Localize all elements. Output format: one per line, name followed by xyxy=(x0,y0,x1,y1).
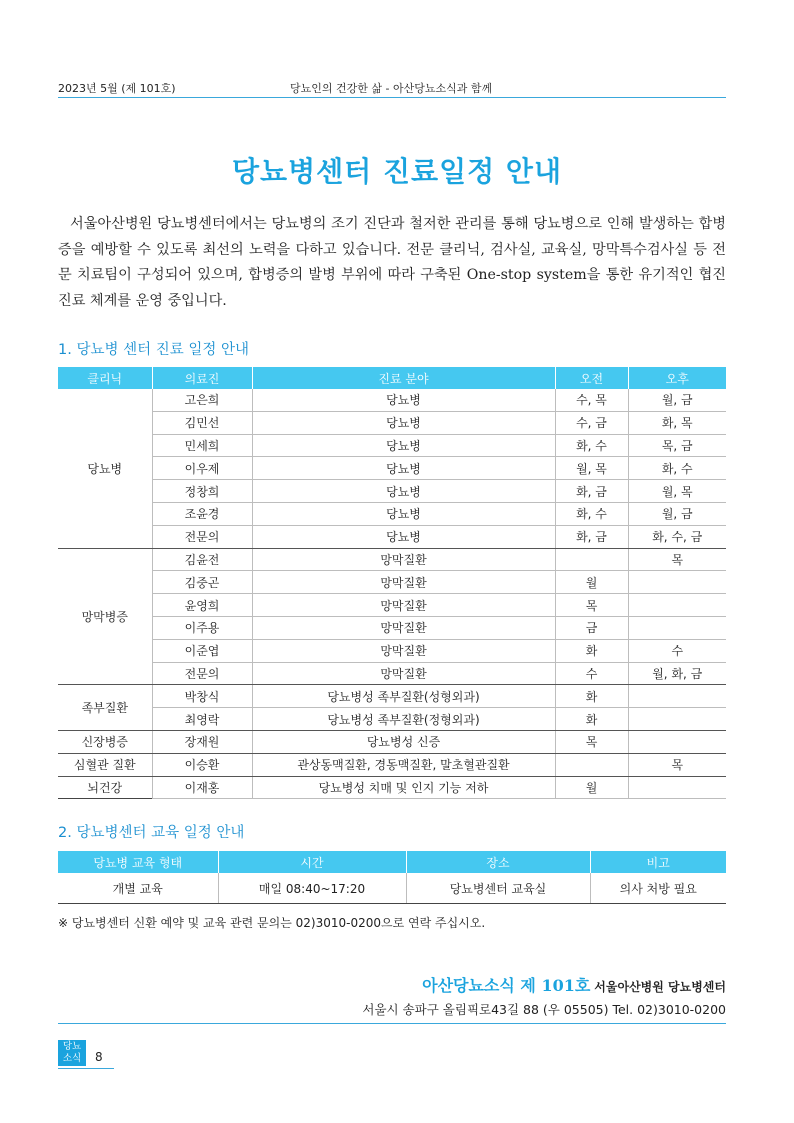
clinic-cell: 심혈관 질환 xyxy=(58,753,152,776)
am-cell: 화, 수 xyxy=(555,434,628,457)
field-cell: 당뇨병 xyxy=(252,502,555,525)
am-cell: 월 xyxy=(555,776,628,799)
am-cell: 수, 목 xyxy=(555,389,628,411)
footer-divider xyxy=(58,1023,726,1024)
issue-label: 2023년 5월 (제 101호) xyxy=(58,82,176,95)
am-cell: 화 xyxy=(555,708,628,731)
am-cell xyxy=(555,548,628,571)
pm-cell xyxy=(628,685,726,708)
pm-cell xyxy=(628,776,726,799)
pm-cell xyxy=(628,571,726,594)
am-cell: 화 xyxy=(555,685,628,708)
clinic-cell: 족부질환 xyxy=(58,685,152,731)
field-cell: 망막질환 xyxy=(252,548,555,571)
table-row xyxy=(58,753,726,776)
organization-name: 서울아산병원 당뇨병센터 xyxy=(594,980,726,994)
pm-cell xyxy=(628,730,726,753)
column-header: 당뇨병 교육 형태 xyxy=(58,851,218,873)
am-cell: 월 xyxy=(555,571,628,594)
table-row xyxy=(58,616,726,639)
section1-title: 1. 당뇨병 센터 진료 일정 안내 xyxy=(58,342,249,358)
table-row xyxy=(58,389,726,411)
table-cell: 의사 처방 필요 xyxy=(590,873,726,904)
field-cell: 망막질환 xyxy=(252,616,555,639)
pm-cell: 월, 금 xyxy=(628,389,726,411)
table-row xyxy=(58,685,726,708)
pm-cell: 월, 금 xyxy=(628,502,726,525)
am-cell: 목 xyxy=(555,594,628,617)
table-row xyxy=(58,639,726,662)
doctor-cell: 이준엽 xyxy=(152,639,252,662)
clinic-cell: 신장병증 xyxy=(58,730,152,753)
column-header: 클리닉 xyxy=(58,367,152,389)
table-row xyxy=(58,548,726,571)
clinic-cell: 당뇨병 xyxy=(58,389,152,548)
table-row xyxy=(58,411,726,434)
am-cell: 화, 금 xyxy=(555,480,628,503)
logo-line: 당뇨 xyxy=(62,1041,82,1052)
field-cell: 당뇨병 xyxy=(252,480,555,503)
table-row xyxy=(58,873,726,904)
clinic-schedule-table xyxy=(58,367,726,799)
section2-title: 2. 당뇨병센터 교육 일정 안내 xyxy=(58,825,245,841)
footer-title xyxy=(422,973,726,996)
doctor-cell: 민세희 xyxy=(152,434,252,457)
pm-cell: 목 xyxy=(628,548,726,571)
newsletter-logo xyxy=(58,1040,86,1066)
column-header: 시간 xyxy=(218,851,406,873)
pm-cell: 월, 화, 금 xyxy=(628,662,726,685)
am-cell: 목 xyxy=(555,730,628,753)
header-tagline: 당뇨인의 건강한 삶 - 아산당뇨소식과 함께 xyxy=(290,82,493,95)
column-header: 의료진 xyxy=(152,367,252,389)
field-cell: 당뇨병성 신증 xyxy=(252,730,555,753)
am-cell: 화, 수 xyxy=(555,502,628,525)
doctor-cell: 김중곤 xyxy=(152,571,252,594)
page-title: 당뇨병센터 진료일정 안내 xyxy=(231,155,563,188)
doctor-cell: 이승환 xyxy=(152,753,252,776)
am-cell: 월, 목 xyxy=(555,457,628,480)
page-number-underline xyxy=(58,1068,114,1069)
pm-cell xyxy=(628,594,726,617)
column-header: 오후 xyxy=(628,367,726,389)
table-row xyxy=(58,480,726,503)
field-cell: 당뇨병 xyxy=(252,525,555,548)
am-cell: 금 xyxy=(555,616,628,639)
field-cell: 당뇨병 xyxy=(252,457,555,480)
pm-cell: 목 xyxy=(628,753,726,776)
pm-cell xyxy=(628,616,726,639)
doctor-cell: 윤영희 xyxy=(152,594,252,617)
table-cell: 매일 08:40~17:20 xyxy=(218,873,406,904)
table-row xyxy=(58,571,726,594)
doctor-cell: 장재원 xyxy=(152,730,252,753)
am-cell: 화 xyxy=(555,639,628,662)
table-row xyxy=(58,434,726,457)
logo-line: 소식 xyxy=(62,1053,82,1064)
schedule-header-row xyxy=(58,367,726,389)
clinic-cell: 망막병증 xyxy=(58,548,152,685)
field-cell: 망막질환 xyxy=(252,571,555,594)
table-row xyxy=(58,730,726,753)
doctor-cell: 전문의 xyxy=(152,662,252,685)
field-cell: 당뇨병 xyxy=(252,434,555,457)
doctor-cell: 김윤전 xyxy=(152,548,252,571)
table-row xyxy=(58,457,726,480)
table-row xyxy=(58,708,726,731)
table-row xyxy=(58,502,726,525)
pm-cell: 화, 수, 금 xyxy=(628,525,726,548)
doctor-cell: 고은희 xyxy=(152,389,252,411)
doctor-cell: 김민선 xyxy=(152,411,252,434)
clinic-cell: 뇌건강 xyxy=(58,776,152,799)
field-cell: 망막질환 xyxy=(252,594,555,617)
header-divider xyxy=(58,97,726,98)
column-header: 오전 xyxy=(555,367,628,389)
field-cell: 당뇨병성 치매 및 인지 기능 저하 xyxy=(252,776,555,799)
am-cell: 수, 금 xyxy=(555,411,628,434)
table-row xyxy=(58,525,726,548)
education-schedule-table xyxy=(58,851,726,904)
doctor-cell: 이우제 xyxy=(152,457,252,480)
pm-cell: 월, 목 xyxy=(628,480,726,503)
page-header xyxy=(58,80,726,98)
page-number: 8 xyxy=(95,1050,103,1064)
field-cell: 당뇨병 xyxy=(252,411,555,434)
field-cell: 관상동맥질환, 경동맥질환, 말초혈관질환 xyxy=(252,753,555,776)
column-header: 진료 분야 xyxy=(252,367,555,389)
doctor-cell: 박창식 xyxy=(152,685,252,708)
doctor-cell: 전문의 xyxy=(152,525,252,548)
pm-cell: 목, 금 xyxy=(628,434,726,457)
am-cell xyxy=(555,753,628,776)
publication-name: 아산당뇨소식 제 101호 xyxy=(422,976,591,995)
intro-paragraph: 서울아산병원 당뇨병센터에서는 당뇨병의 조기 진단과 철저한 관리를 통해 당뇨병으로 인해 발생하는 합병증을 예방할 수 있도록 최선의 노력을 다하고 있습니다. 전문 클리닉, 검사실, 교육실, 망막특수검사실 등 전문 치료팀이 구성되어 있으며, 합병증의 발병 부위에 따라 구축된 One-stop system을 통한 유기적인 협진 진료 체계를 운영 중입니다. xyxy=(58,216,726,309)
doctor-cell: 이주용 xyxy=(152,616,252,639)
field-cell: 당뇨병성 족부질환(정형외과) xyxy=(252,708,555,731)
am-cell: 화, 금 xyxy=(555,525,628,548)
table-row xyxy=(58,776,726,799)
field-cell: 당뇨병성 족부질환(성형외과) xyxy=(252,685,555,708)
field-cell: 망막질환 xyxy=(252,639,555,662)
table-row xyxy=(58,662,726,685)
table-cell: 개별 교육 xyxy=(58,873,218,904)
footer-address: 서울시 송파구 올림픽로43길 88 (우 05505) Tel. 02)3010-0200 xyxy=(362,1002,726,1017)
column-header: 비고 xyxy=(590,851,726,873)
table-cell: 당뇨병센터 교육실 xyxy=(406,873,590,904)
field-cell: 망막질환 xyxy=(252,662,555,685)
pm-cell: 화, 목 xyxy=(628,411,726,434)
doctor-cell: 정창희 xyxy=(152,480,252,503)
pm-cell: 수 xyxy=(628,639,726,662)
doctor-cell: 이재홍 xyxy=(152,776,252,799)
pm-cell: 화, 수 xyxy=(628,457,726,480)
field-cell: 당뇨병 xyxy=(252,389,555,411)
contact-note: ※ 당뇨병센터 신환 예약 및 교육 관련 문의는 02)3010-0200으로 연락 주십시오. xyxy=(58,916,486,930)
am-cell: 수 xyxy=(555,662,628,685)
schedule-body xyxy=(58,389,726,799)
pm-cell xyxy=(628,708,726,731)
doctor-cell: 조윤경 xyxy=(152,502,252,525)
doctor-cell: 최영락 xyxy=(152,708,252,731)
column-header: 장소 xyxy=(406,851,590,873)
table-row xyxy=(58,594,726,617)
education-header-row xyxy=(58,851,726,873)
